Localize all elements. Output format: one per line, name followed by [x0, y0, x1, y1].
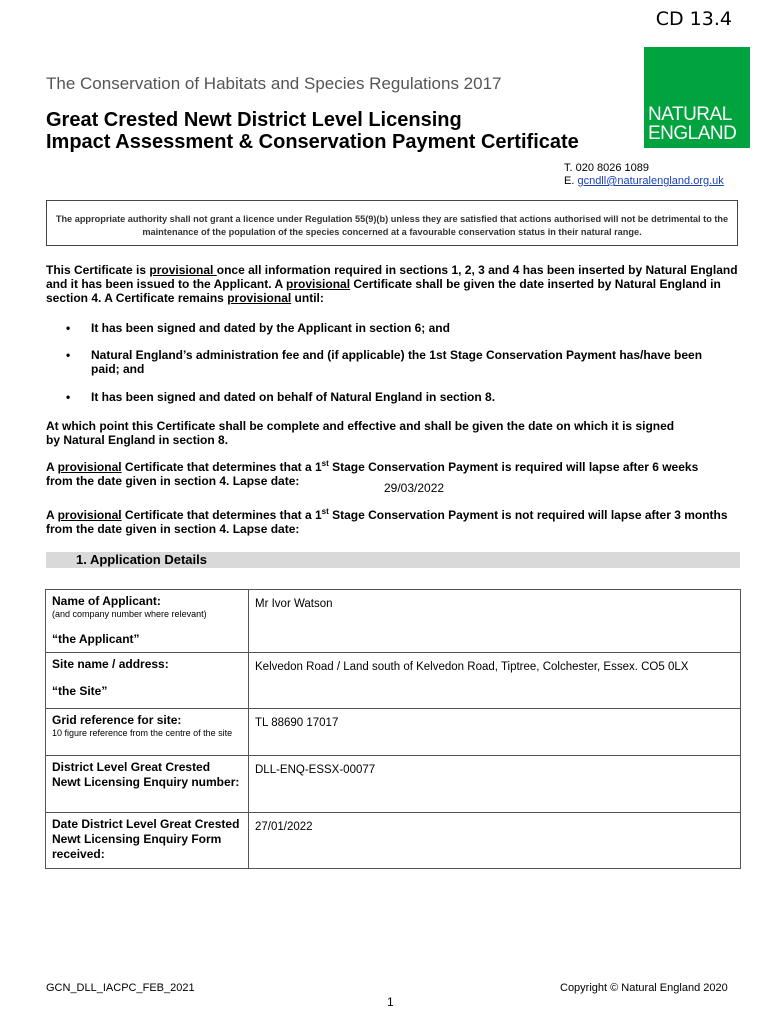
footer-copyright: Copyright © Natural England 2020 [560, 982, 728, 994]
applicant-name-field[interactable]: Mr Ivor Watson [249, 590, 741, 653]
table-row [46, 653, 741, 709]
bullet-glyph: • [66, 390, 71, 404]
bullet-glyph: • [66, 321, 71, 335]
grid-label-cell: Grid reference for site: 10 figure reference from the centre of the site [46, 709, 249, 756]
email-prefix: E. [564, 175, 578, 187]
table-row [46, 756, 741, 813]
intro-paragraph: This Certificate is provisional once all information required in sections 1, 2, 3 and 4 has been inserted by Natural England and it has been issued to the Applicant. A provisional Certificate shall be given the date inserted by Natural England in section 4. A Certificate remains provisional until: [46, 263, 738, 305]
site-label-cell: Site name / address: “the Site” [46, 653, 249, 709]
table-row [46, 590, 741, 653]
logo-line2: ENGLAND [648, 123, 737, 144]
section-1-heading: 1. Application Details [46, 552, 740, 568]
bullet-glyph: • [66, 348, 71, 362]
title-line1: Great Crested Newt District Level Licensing [46, 109, 462, 131]
completion-paragraph: At which point this Certificate shall be complete and effective and shall be given the date on which it is signed by Natural England in section 8. [46, 419, 675, 447]
document-title [46, 109, 579, 153]
enquiry-label-cell: District Level Great Crested Newt Licensing Enquiry number: [46, 756, 249, 813]
site-address-field[interactable]: Kelvedon Road / Land south of Kelvedon Road, Tiptree, Colchester, Essex. CO5 0LX [249, 653, 741, 709]
natural-england-logo [644, 47, 750, 148]
contact-info [564, 162, 724, 188]
enquiry-number-field[interactable]: DLL-ENQ-ESSX-00077 [249, 756, 741, 813]
regulations-heading: The Conservation of Habitats and Species Regulations 2017 [46, 74, 502, 93]
document-code: CD 13.4 [655, 8, 732, 30]
table-row [46, 709, 741, 756]
table-row [46, 813, 741, 869]
page-number: 1 [387, 995, 394, 1009]
notice-box: The appropriate authority shall not grant a licence under Regulation 55(9)(b) unless they are satisfied that actions authorised will not be detrimental to the maintenance of the population of the species concerned at a favourable conservation status in their natural range. [46, 200, 738, 246]
date-label-cell: Date District Level Great Crested Newt Licensing Enquiry Form received: [46, 813, 249, 869]
title-line2: Impact Assessment & Conservation Payment Certificate [46, 131, 579, 153]
lapse-paragraph-2: A provisional Certificate that determines that a 1st Stage Conservation Payment is not required will lapse after 3 months from the date given in section 4. Lapse date: [46, 507, 728, 536]
contact-email-link[interactable]: gcndll@naturalengland.org.uk [577, 175, 724, 187]
lapse-paragraph-1: A provisional Certificate that determines that a 1st Stage Conservation Payment is required will lapse after 6 weeks from the date given in section 4. Lapse date: [46, 459, 699, 488]
application-details-table [45, 589, 741, 869]
lapse-date-value[interactable]: 29/03/2022 [384, 481, 445, 495]
logo-line1: NATURAL [648, 104, 732, 125]
applicant-label-cell: Name of Applicant: (and company number where relevant) “the Applicant” [46, 590, 249, 653]
footer-form-code: GCN_DLL_IACPC_FEB_2021 [46, 982, 195, 994]
grid-reference-field[interactable]: TL 88690 17017 [249, 709, 741, 756]
enquiry-date-field[interactable]: 27/01/2022 [249, 813, 741, 869]
contact-phone: T. 020 8026 1089 [564, 162, 650, 174]
